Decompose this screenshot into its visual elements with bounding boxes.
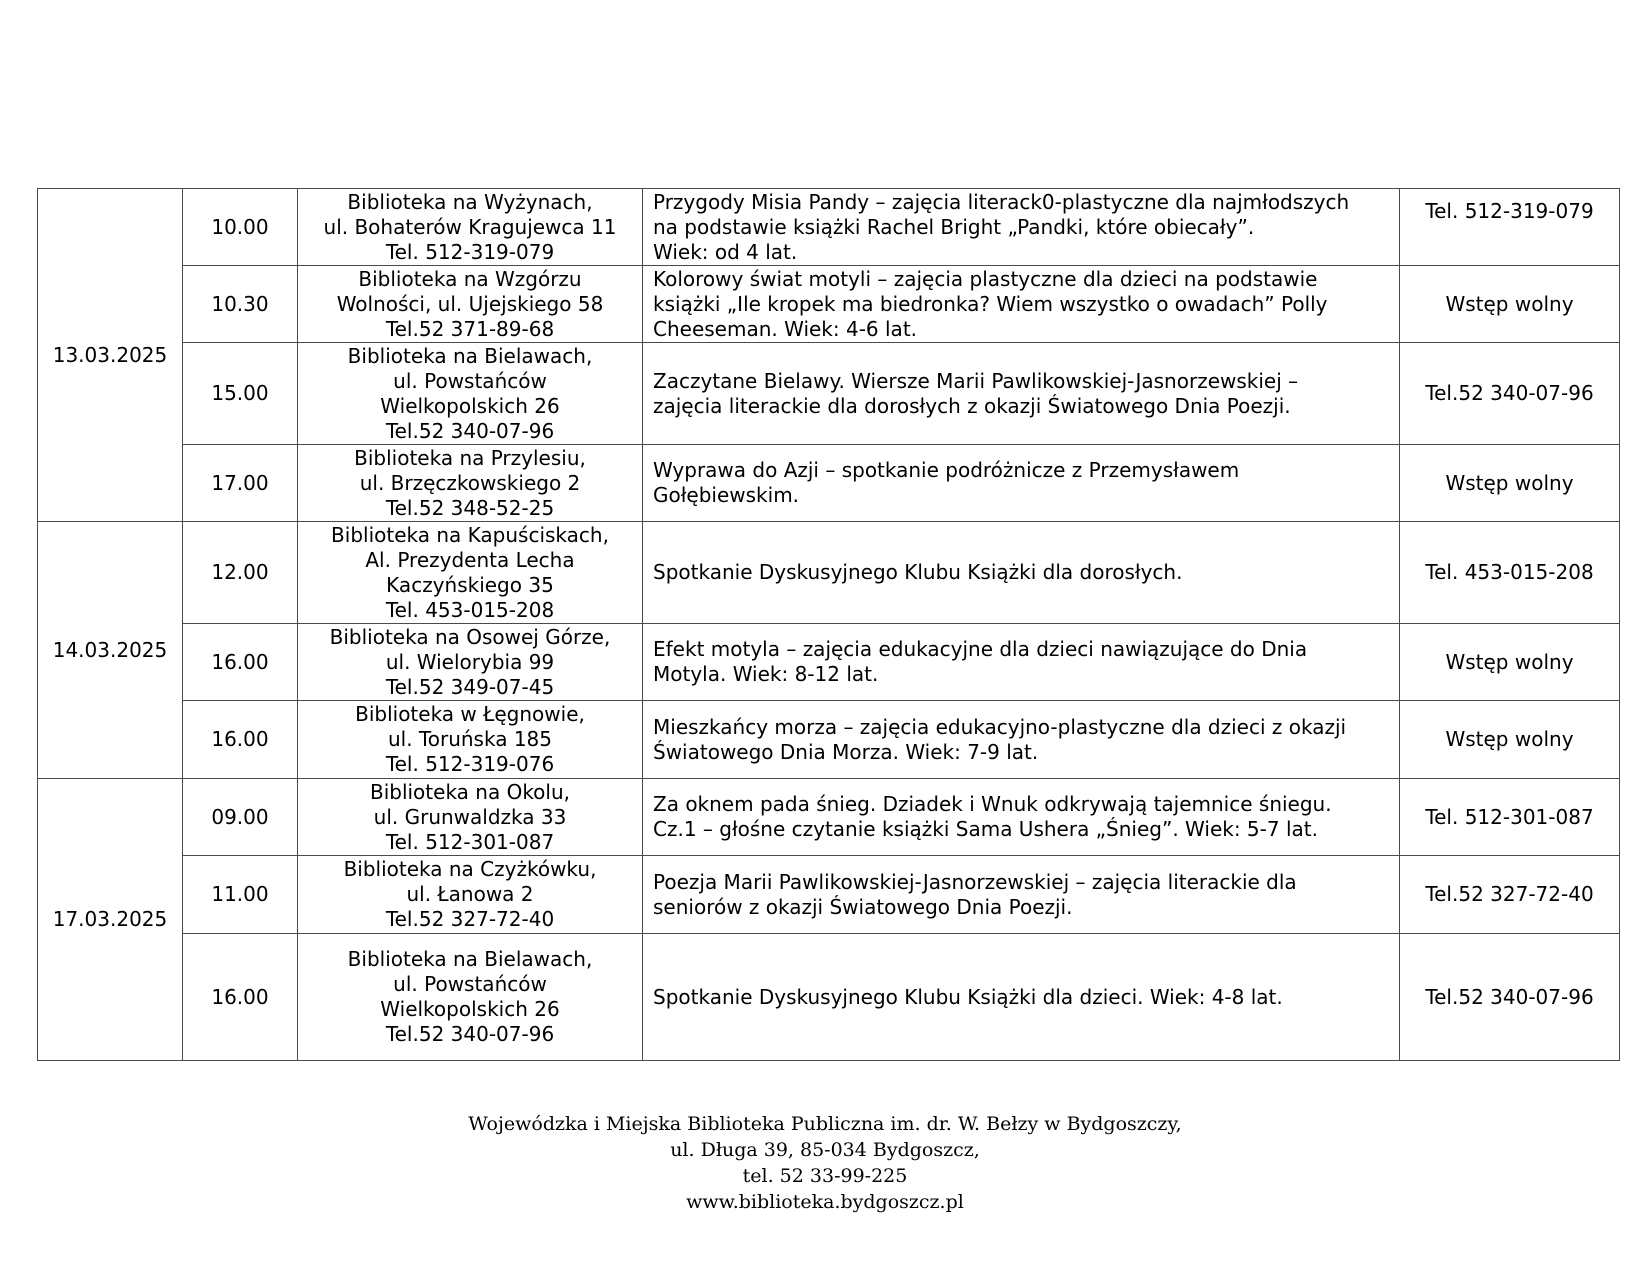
library-line: Biblioteka w Łęgnowie,	[355, 702, 585, 726]
library-line: Tel.52 327-72-40	[385, 907, 555, 931]
description-line: Motyla. Wiek: 8-12 lat.	[653, 662, 879, 686]
library-line: Tel.52 348-52-25	[385, 495, 555, 520]
table-row	[38, 189, 1620, 266]
table-row	[38, 522, 1620, 624]
event-description	[643, 624, 1400, 701]
table-row	[38, 934, 1620, 1061]
library-line: Biblioteka na Wyżynach,	[347, 189, 593, 214]
library-line: Biblioteka na Bielawach,	[347, 343, 593, 368]
footer-phone: tel. 52 33-99-225	[742, 1165, 908, 1187]
library-line: Tel. 512-301-087	[385, 829, 555, 854]
description-line: Gołębiewskim.	[653, 483, 800, 507]
table-row	[38, 856, 1620, 934]
description-line: Wyprawa do Azji – spotkanie podróżnicze z Przemysławem	[653, 458, 1240, 482]
library-line: Tel. 512-319-076	[385, 752, 555, 776]
library-line: ul. Wielorybia 99	[385, 649, 555, 674]
description-line: Spotkanie Dyskusyjnego Klubu Książki dla dzieci. Wiek: 4-8 lat.	[653, 984, 1283, 1009]
event-library	[298, 934, 643, 1061]
description-line: Wiek: od 4 lat.	[653, 239, 798, 264]
event-time: 15.00	[183, 343, 298, 445]
event-description	[643, 701, 1400, 779]
description-line: Spotkanie Dyskusyjnego Klubu Książki dla dorosłych.	[653, 560, 1183, 584]
event-description	[643, 856, 1400, 934]
description-line: książki „Ile kropek ma biedronka? Wiem wszystko o owadach” Polly	[653, 291, 1328, 316]
event-time: 16.00	[183, 701, 298, 779]
event-contact: Wstęp wolny	[1400, 701, 1620, 779]
description-line: na podstawie książki Rachel Bright „Pandki, które obiecały”.	[653, 214, 1255, 239]
library-line: Kaczyńskiego 35	[386, 572, 554, 597]
event-library	[298, 701, 643, 779]
library-line: Biblioteka na Kapuściskach,	[331, 522, 609, 547]
description-line: zajęcia literackie dla dorosłych z okazji Światowego Dnia Poezji.	[653, 393, 1291, 418]
event-time: 17.00	[183, 445, 298, 522]
event-library	[298, 445, 643, 522]
event-time: 09.00	[183, 779, 298, 856]
table-row	[38, 343, 1620, 445]
event-library	[298, 779, 643, 856]
event-contact: Tel.52 340-07-96	[1400, 934, 1620, 1061]
description-line: Za oknem pada śnieg. Dziadek i Wnuk odkrywają tajemnice śniegu.	[653, 792, 1332, 816]
event-library	[298, 856, 643, 934]
description-line: Mieszkańcy morza – zajęcia edukacyjno-plastyczne dla dzieci z okazji	[653, 714, 1347, 739]
event-time: 10.00	[183, 189, 298, 266]
description-line: Cz.1 – głośne czytanie książki Sama Ushera „Śnieg”. Wiek: 5-7 lat.	[653, 817, 1318, 841]
event-description	[643, 779, 1400, 856]
description-line: Przygody Misia Pandy – zajęcia literack0-plastyczne dla najmłodszych	[653, 189, 1350, 214]
description-line: Światowego Dnia Morza. Wiek: 7-9 lat.	[653, 739, 1039, 764]
event-library	[298, 522, 643, 624]
event-library	[298, 189, 643, 266]
library-line: Biblioteka na Wzgórzu	[358, 266, 582, 291]
library-line: ul. Toruńska 185	[387, 727, 552, 751]
library-line: Tel.52 340-07-96	[385, 418, 555, 443]
library-line: Biblioteka na Bielawach,	[347, 947, 593, 971]
description-line: Efekt motyla – zajęcia edukacyjne dla dzieci nawiązujące do Dnia	[653, 637, 1308, 661]
library-line: Wielkopolskich 26	[380, 393, 560, 418]
table-row	[38, 701, 1620, 779]
library-line: Tel.52 349-07-45	[385, 674, 555, 699]
event-description	[643, 343, 1400, 445]
event-contact: Tel.52 327-72-40	[1400, 856, 1620, 934]
library-line: Biblioteka na Osowej Górze,	[329, 624, 611, 649]
table-row	[38, 624, 1620, 701]
event-description	[643, 934, 1400, 1061]
event-description	[643, 445, 1400, 522]
library-line: ul. Brzęczkowskiego 2	[359, 470, 581, 495]
description-line: Kolorowy świat motyli – zajęcia plastyczne dla dzieci na podstawie	[653, 266, 1318, 291]
library-line: ul. Powstańców	[393, 368, 547, 393]
event-date: 14.03.2025	[38, 522, 183, 779]
description-line: Cheeseman. Wiek: 4-6 lat.	[653, 316, 918, 341]
event-time: 12.00	[183, 522, 298, 624]
event-contact: Tel. 512-301-087	[1400, 779, 1620, 856]
library-line: Tel. 512-319-079	[385, 239, 555, 264]
library-line: Wielkopolskich 26	[380, 997, 560, 1021]
library-footer	[0, 1111, 1650, 1215]
event-time: 11.00	[183, 856, 298, 934]
event-date: 17.03.2025	[38, 779, 183, 1061]
table-row	[38, 266, 1620, 343]
table-row	[38, 445, 1620, 522]
event-library	[298, 624, 643, 701]
event-contact: Tel. 453-015-208	[1400, 522, 1620, 624]
event-description	[643, 189, 1400, 266]
event-library	[298, 343, 643, 445]
library-line: ul. Grunwaldzka 33	[373, 804, 567, 829]
footer-website: www.biblioteka.bydgoszcz.pl	[686, 1191, 964, 1213]
footer-address: ul. Długa 39, 85-034 Bydgoszcz,	[670, 1139, 980, 1161]
library-line: Tel. 453-015-208	[385, 597, 555, 622]
library-line: Wolności, ul. Ujejskiego 58	[336, 291, 604, 316]
schedule-body	[38, 189, 1620, 1061]
event-date: 13.03.2025	[38, 189, 183, 522]
library-line: ul. Łanowa 2	[406, 882, 534, 906]
library-line: Biblioteka na Przylesiu,	[354, 445, 586, 470]
description-line: Zaczytane Bielawy. Wiersze Marii Pawlikowskiej-Jasnorzewskiej –	[653, 368, 1299, 393]
event-description	[643, 266, 1400, 343]
event-time: 10.30	[183, 266, 298, 343]
library-line: Tel.52 371-89-68	[385, 316, 555, 341]
event-contact: Tel.52 340-07-96	[1400, 343, 1620, 445]
library-line: ul. Bohaterów Kragujewca 11	[323, 214, 617, 239]
event-description	[643, 522, 1400, 624]
event-time: 16.00	[183, 624, 298, 701]
library-line: Al. Prezydenta Lecha	[365, 547, 575, 572]
description-line: Poezja Marii Pawlikowskiej-Jasnorzewskiej – zajęcia literackie dla	[653, 869, 1297, 894]
library-line: Biblioteka na Okolu,	[369, 779, 571, 804]
event-contact: Wstęp wolny	[1400, 624, 1620, 701]
events-schedule-table	[37, 188, 1620, 1061]
library-line: ul. Powstańców	[393, 972, 547, 996]
footer-library-name: Wojewódzka i Miejska Biblioteka Publiczna im. dr. W. Bełzy w Bydgoszczy,	[468, 1113, 1182, 1135]
library-line: Tel.52 340-07-96	[385, 1022, 555, 1046]
library-line: Biblioteka na Czyżkówku,	[343, 857, 597, 881]
event-contact: Wstęp wolny	[1400, 266, 1620, 343]
table-row	[38, 779, 1620, 856]
event-library	[298, 266, 643, 343]
event-time: 16.00	[183, 934, 298, 1061]
description-line: seniorów z okazji Światowego Dnia Poezji.	[653, 894, 1073, 919]
event-contact: Tel. 512-319-079	[1400, 189, 1620, 266]
event-contact: Wstęp wolny	[1400, 445, 1620, 522]
